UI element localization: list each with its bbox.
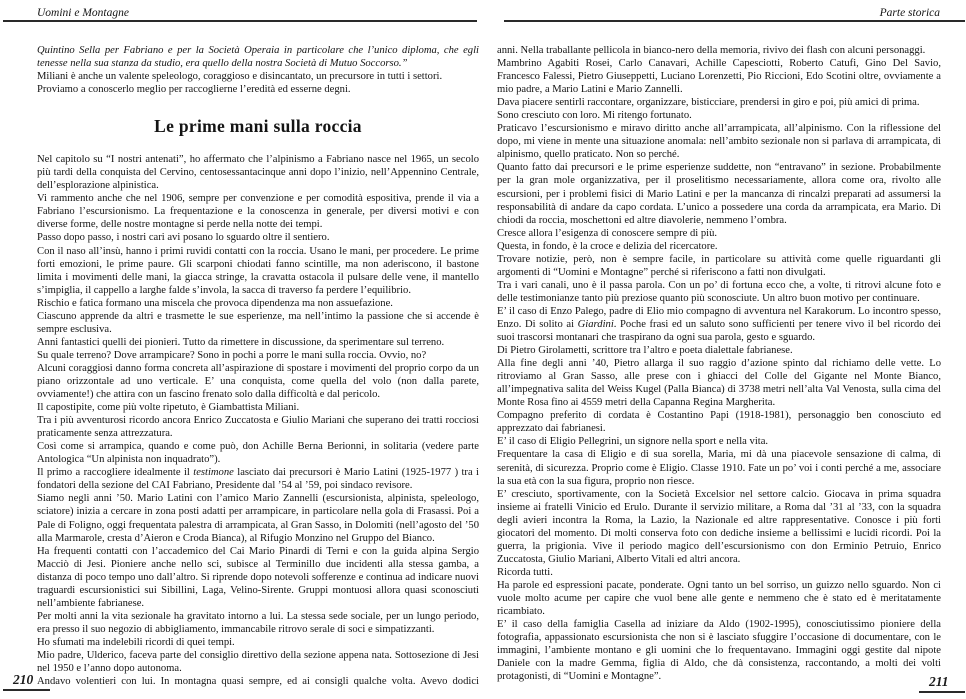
paragraph-text: Così come si arrampica, quando e come può, don Achille Berna Berionni, in solitaria (vedere parte Antologica “Un alpinista non inquadrato”). [37, 441, 479, 466]
paragraph-text: E’ il caso di Eligio Pellegrini, un signore nella sport e nella vita. [497, 436, 769, 448]
paragraph [497, 122, 941, 161]
right-page-body [497, 44, 941, 683]
running-head-left-text: Uomini e Montagne [37, 7, 129, 19]
paragraph [37, 297, 479, 310]
paragraph [497, 279, 941, 305]
paragraph-text: Praticavo l’escursionismo e miravo diritto anche all’arrampicata, all’alpinismo. Con la riflessione del dopo, mi viene in mente una situazione anomala: nell’ambito sezionale non si parlava di arrampicata, di alpinismo, quello praticato. Non so perché. [497, 123, 941, 161]
running-head-left [37, 7, 129, 19]
paragraph-text: Ha frequenti contatti con l’accademico del Cai Mario Pinardi di Terni e con la guida alpina Sergio Macciò di Jesi. Pioniere anche nello sci, subisce al Terminillo due incidenti alla stessa gamba, a distanza di poco tempo uno dall’altro. Si riprende dopo notevoli sofferenze e continua ad indicare nuovi traguardi escursionistici sui Sibillini, Laga, Velino-Sirente. Gruppi montuosi allora quasi sconosciuti nell’ambiente fabrianese. [37, 545, 479, 609]
paragraph [497, 488, 941, 566]
page-right [497, 44, 941, 683]
paragraph-text: E’ il caso di Enzo Palego, padre di Elio mio compagno di avventura nel Karakorum. Lo incontro spesso, Enzo. Di solito ai [497, 305, 941, 330]
paragraph-text: Con il naso all’insù, hanno i primi ruvidi contatti con la roccia. Usano le mani, per procedere. Le prime forti emozioni, le prime paure. Gli scarponi chiodati fanno scintille, ma non aderiscono, il bastone limita i movimenti delle mani, la giacca stringe, la cravatta ostacola il pulsare delle vene, il mantello s’impiglia, il cappello a larghe falde s’invola, la sacca di traverso fa perdere l’equilibrio. [37, 245, 479, 296]
paragraph-text: Alcuni coraggiosi danno forma concreta all’aspirazione di spostare i movimenti del proprio corpo da un piano orizzontale ad uno verticale. E’ una conquista, come quella del volo (non dalla parete, ovviamente!) che attira con un fascino frenato solo dalla difficoltà e dal pericolo. [37, 362, 479, 401]
paragraph-text: Su quale terreno? Dove arrampicare? Sono in pochi a porre le mani sulla roccia. Ovvio, no? [37, 349, 427, 361]
paragraph-text: Trovare notizie, però, non è sempre facile, in particolare su attività come quelle riguardanti gli argomenti di “Uomini e Montagne” perché si riferiscono a fatti non divulgati. [497, 253, 941, 278]
paragraph [497, 357, 941, 409]
intro-paragraphs [37, 44, 479, 96]
paragraph [37, 153, 479, 192]
paragraph-text: Frequentare la casa di Eligio e di sua sorella, Maria, mi dà una piacevole sensazione di calma, di serenità, di sicurezza. Proprio come è Eligio. Classe 1910. Fate un po’ voi i conti perché a me, associare la sua età con la sua figura, proprio non riesce. [497, 449, 941, 487]
paragraph-text: Per molti anni la vita sezionale ha gravitato intorno a lui. La stessa sede sociale, per un lungo periodo, era presso il suo negozio di abbigliamento, immancabile ritrovo serale di soci e simpatizzanti. [37, 610, 479, 635]
paragraph-text: anni. Nella traballante pellicola in bianco-nero della memoria, rivivo dei flash con alcuni personaggi. [497, 45, 926, 56]
paragraph-text: Proviamo a conoscerlo meglio per raccoglierne l’eredità ed esserne degni. [37, 84, 351, 96]
paragraph-text: Sono cresciuto con loro. Mi ritengo fortunato. [497, 110, 692, 122]
paragraph [37, 414, 479, 440]
paragraph [37, 310, 479, 336]
paragraph [37, 83, 479, 96]
paragraph-text: Mio padre, Ulderico, faceva parte del consiglio direttivo della sezione appena nata. Sottosezione di Jesi nel 1950 e l’anno dopo autonoma. [37, 649, 479, 675]
paragraph [497, 618, 941, 683]
paragraph [37, 636, 479, 649]
paragraph [497, 57, 941, 96]
paragraph [37, 545, 479, 610]
paragraph-text: . Poche frasi ed un saluto sono sufficienti per tenere vivo il bel ricordo dei suoi trascorsi montanari che traspirano da ogni sua parola, gesto e sguardo. [497, 318, 941, 344]
paragraph [497, 566, 941, 579]
paragraph [37, 675, 479, 688]
running-head-right [880, 7, 940, 19]
paragraph-text: Ciascuno apprende da altri e trasmette le sue esperienze, ma nell’intimo la passione che si accende è sempre esclusiva. [37, 310, 479, 335]
section-title: Le prime mani sulla roccia [154, 116, 362, 137]
paragraph [37, 245, 479, 297]
left-page-body [37, 153, 479, 688]
paragraph [37, 466, 479, 492]
paragraph [37, 192, 479, 231]
paragraph [497, 344, 941, 357]
paragraph [497, 448, 941, 487]
paragraph-text: Andavo volentieri con lui. In montagna quasi sempre, ed ai consigli qualche volta. Avevo dodici [37, 676, 479, 688]
emphasized-text: Giardini [577, 318, 614, 330]
paragraph [37, 349, 479, 362]
paragraph-text: Quintino Sella per Fabriano e per la Società Operaia in particolare che l’unico diploma, che egli tenesse nella sua stanza da studio, era quello della nostra Società di Mutuo Soccorso.” [37, 45, 479, 70]
paragraph-text: Anni fantastici quelli dei pionieri. Tutto da rimettere in discussione, da sperimentare sul terreno. [37, 336, 445, 348]
paragraph [37, 610, 479, 636]
running-head-right-text: Parte storica [879, 7, 940, 19]
paragraph [497, 253, 941, 279]
paragraph-text: lasciato dai precursori è Mario Latini (1925-1977 ) tra i fondatori della sezione del CAI Fabriano, Presidente dal ’54 al ’59, poi sindaco revisore. [37, 467, 479, 492]
paragraph-text: Questa, in fondo, è la croce e delizia del ricercatore. [497, 240, 718, 252]
page-number-right: 211 [929, 674, 949, 689]
paragraph [497, 240, 941, 253]
paragraph [37, 401, 479, 414]
paragraph [37, 336, 479, 349]
paragraph-text: E’ il caso della famiglia Casella ad iniziare da Aldo (1902-1995), conosciutissimo pioniere della fotografia, appassionato escursionista che non si è lasciato sfuggire l’occasione di documentare, con le immagini, l’ambiente montano e gli uomini che lo frequentavano. Immagini oggi gestite dal nipote Daniele con la madre Gemma, figlia di Aldo, che dà consistenza, raccontando, a molti dei volti protagonisti, di “Uomini e Montagne”. [497, 619, 941, 683]
paragraph-text: Nel capitolo su “I nostri antenati”, ho affermato che l’alpinismo a Fabriano nasce nel 1965, un secolo più tardi della conquista del Cervino, centosessantacinque anni dopo l’inizio, nell’Appennino Centrale, dell’esplorazione alpinistica. [37, 154, 479, 192]
paragraph-text: Mambrino Agabiti Rosei, Carlo Canavari, Achille Capesciotti, Roberto Catufi, Gino Del Savio, Francesco Falessi, Pietro Giuseppetti, Luciano Lorenzetti, Pio Riccioni, Edo Scotini oltre, ovviamente a mio padre, a Mario Latini e Mario Zannelli. [497, 58, 941, 96]
paragraph [37, 649, 479, 675]
page-number-rule-right [919, 691, 965, 693]
paragraph [497, 409, 941, 435]
paragraph-text: Di Pietro Girolametti, scrittore tra l’altro e poeta dialettale fabrianese. [497, 345, 793, 357]
paragraph [497, 305, 941, 344]
paragraph [497, 109, 941, 122]
paragraph-text: Ha parole ed espressioni pacate, ponderate. Ogni tanto un bel sorriso, un guizzo nello sguardo. Non ci vuole molto acume per capire che vuol bene alle gente e nemmeno che è stato ed è meritatamente ricambiato. [497, 579, 941, 618]
paragraph-text: Compagno preferito di cordata è Costantino Papi (1918-1981), personaggio ben conosciuto ed apprezzato dai fabrianesi. [497, 410, 941, 435]
paragraph-text: Vi rammento anche che nel 1906, sempre per convenzione e per comodità espositiva, prende il via a Fabriano l’escursionismo. La frequentazione e la conoscenza in generale, per diversi motivi e con diverse forme, delle nostre montagne si perde nella notte dei tempi. [37, 193, 479, 231]
paragraph [37, 362, 479, 401]
paragraph-text: Il capostipite, come più volte ripetuto, è Giambattista Miliani. [37, 402, 300, 414]
paragraph [37, 231, 479, 244]
paragraph [37, 70, 479, 83]
paragraph [497, 435, 941, 448]
paragraph [37, 492, 479, 544]
paragraph [37, 440, 479, 466]
page-number-rule-left [3, 689, 50, 691]
paragraph [37, 44, 479, 70]
paragraph-text: Quanto fatto dai precursori e le prime esperienze suddette, non “entravano” in sezione. Probabilmente per la gran mole organizzativa, per il proselitismo necessariamente, allora come ora, rivolto alle escursioni, per i problemi fisici di Mario Latini e per la mancanza di rincalzi preparati ad assumersi la responsabilità di andare da capo cordata. L’unico a possedere una corda da arrampicata, era Mario. Di chiodi da roccia, moschettoni ed altre diavolerie, nemmeno l’ombra. [497, 162, 941, 226]
paragraph-text: Passo dopo passo, i nostri cari avi posano lo sguardo oltre il sentiero. [37, 232, 330, 244]
paragraph-text: Il primo a raccogliere idealmente il [37, 467, 194, 479]
emphasized-text: testimone [193, 467, 234, 479]
paragraph-text: Dava piacere sentirli raccontare, organizzare, bisticciare, prendersi in giro e poi, più amici di prima. [497, 97, 920, 109]
paragraph [497, 96, 941, 109]
paragraph-text: Tra i più avventurosi ricordo ancora Enrico Zuccatosta e Giulio Mariani che superano dei tratti rocciosi praticamente senza attrezzatura. [37, 415, 479, 440]
header-rule-left [3, 20, 477, 22]
paragraph-text: Rischio e fatica formano una miscela che provoca dipendenza ma non assuefazione. [37, 297, 393, 309]
paragraph [497, 579, 941, 618]
paragraph-text: Miliani è anche un valente speleologo, coraggioso e disincantato, un precursore in tutti i settori. [37, 71, 443, 83]
page-left [37, 44, 479, 688]
paragraph-text: Alla fine degli anni ’40, Pietro allarga il suo raggio d’azione spinto dal richiamo delle vette. Lo ritroviamo al Gran Sasso, alle prese con i ghiacci del Colle del Gigante nel Monte Bianco, all’impegnativa salita del Weiss Kugel (Palla Bianca) di 3738 metri nell’alta Val Venosta, sulla cima del Monte Rosa fino ai 4559 metri della Capanna Regina Margherita. [497, 358, 941, 409]
paragraph [497, 227, 941, 240]
paragraph-text: Siamo negli anni ’50. Mario Latini con l’amico Mario Zannelli (escursionista, alpinista, speleologo, sciatore) inizia a cercare in zona posti adatti per arrampicare, in particolare nella gola di Frasassi. Poi a Pale di Foligno, oggi frequentata palestra di arrampicata, al Gran Sasso, in Dolomiti (nell’agosto del ’50 alla Marmarole, cresta d’Aieron e Croda Bianca), al Rifugio Monzino nel Gruppo del Bianco. [37, 493, 479, 544]
paragraph-text: Tra i vari canali, uno è il passa parola. Con un po’ di fortuna ecco che, a volte, ti ritrovi alcune foto e delle testimonianze tanto più preziose quanto più sconosciute. Un altro buon motivo per continuare. [497, 279, 941, 304]
paragraph-text: Ricorda tutti. [497, 566, 553, 578]
paragraph [497, 161, 941, 226]
paragraph-text: Ho sfumati ma indelebili ricordi di quei tempi. [37, 636, 235, 648]
header-rule-right [504, 20, 965, 22]
paragraph-text: Cresce allora l’esigenza di conoscere sempre di più. [497, 227, 718, 239]
paragraph [497, 44, 941, 57]
page-number-left: 210 [13, 672, 34, 687]
paragraph-text: E’ cresciuto, sportivamente, con la Società Excelsior nel settore calcio. Giocava in prima squadra insieme ai fratelli Vinicio ed Erulo. Durante il servizio militare, a Roma dal ’31 al ’33, con la squadra degli avieri incontra la Roma, la Lazio, la Nazionale ed altre rappresentative. Conosce i più forti giocatori del momento. Di molti conserva foto con dediche insieme a bellissimi e lucidi ricordi. Poi la guerra, la prigionia. Vive il periodo magico dell’escursionismo con don Erminio Petruio, Enrico Zuccatosta, Giulio Mariani, Alberto Vitali ed altri ancora. [497, 488, 941, 565]
